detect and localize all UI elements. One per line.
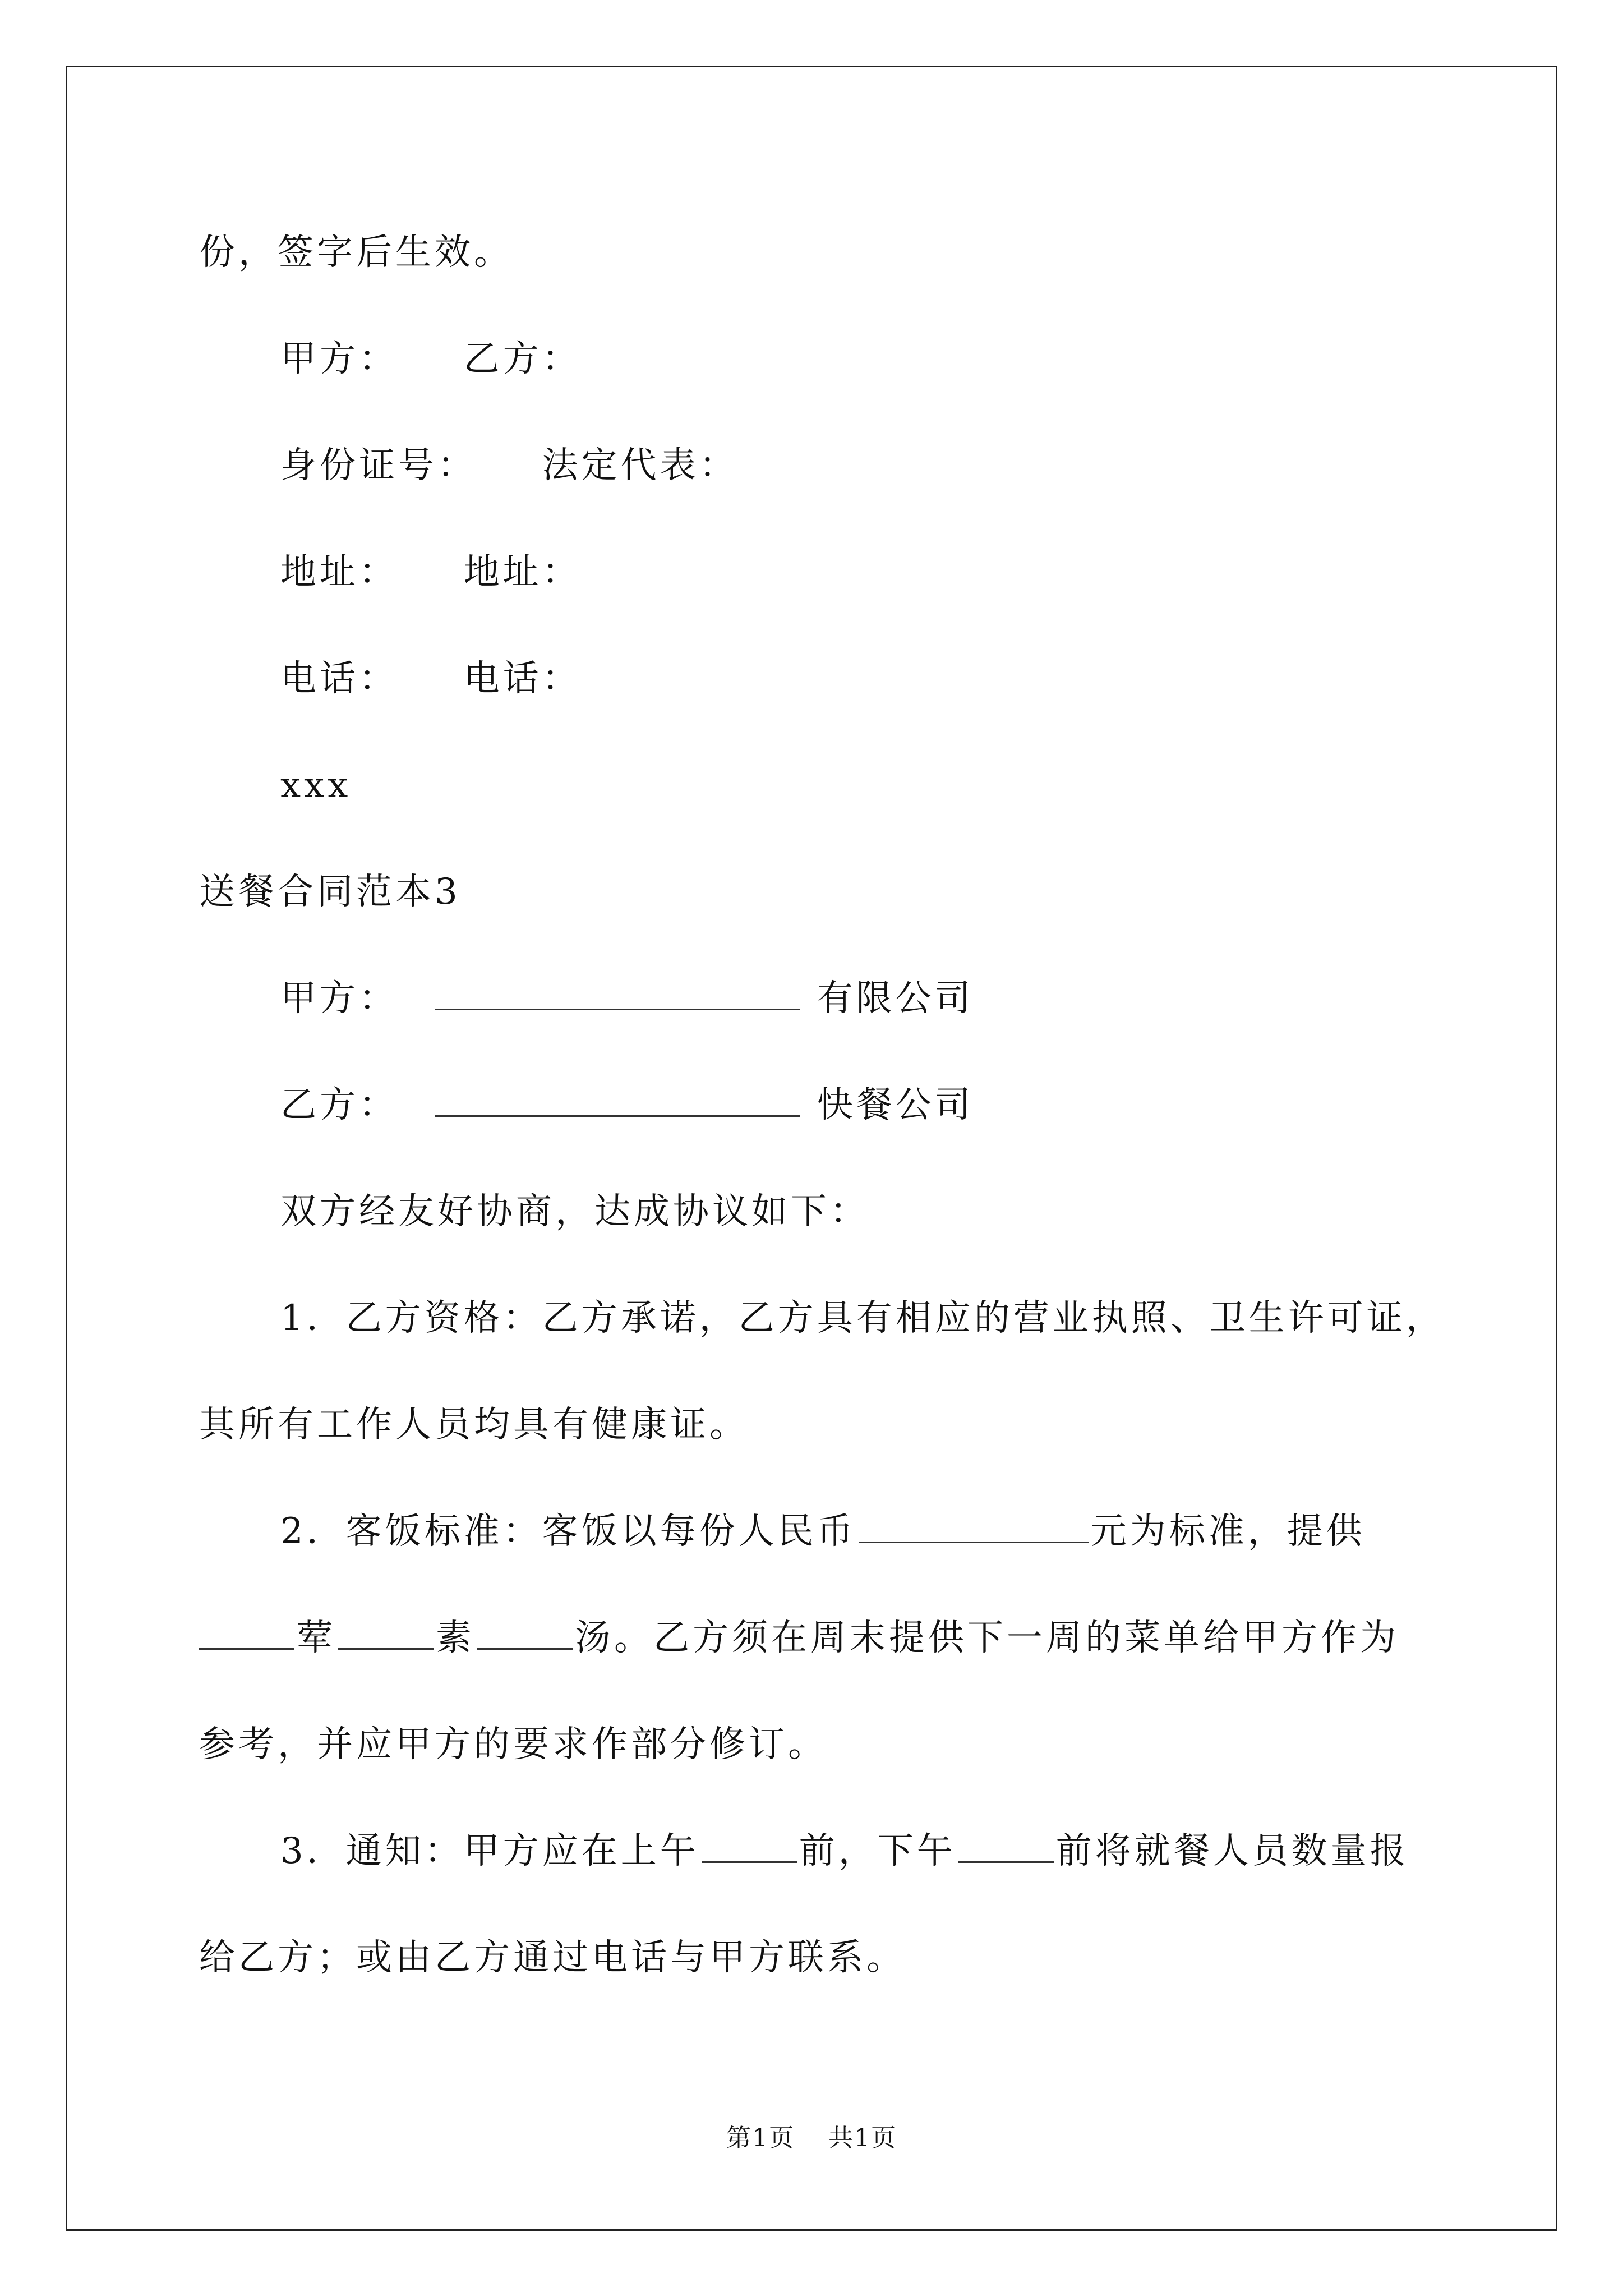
phone-b-label: 电话： <box>463 658 582 700</box>
text: 3．通知：甲方应在上午 <box>280 1830 699 1872</box>
clause-1-cont <box>199 1402 749 1447</box>
id-number-label: 身份证号： <box>280 445 477 486</box>
fill-blank <box>199 1616 294 1650</box>
agreement-intro <box>280 1189 869 1234</box>
party-a-company: 有限公司 <box>817 978 974 1019</box>
text: 前，下午 <box>799 1830 956 1872</box>
page-footer <box>0 2122 1623 2155</box>
text: 元为标准，提供 <box>1090 1511 1366 1552</box>
text: 参考，并应甲方的要求作部分修订。 <box>199 1724 827 1765</box>
text-line <box>199 230 513 275</box>
placeholder-line <box>280 763 351 808</box>
party-b-line <box>280 1083 974 1128</box>
text: 给乙方；或由乙方通过电话与甲方联系。 <box>199 1937 906 1978</box>
contract-title: 送餐合同范本3 <box>199 871 461 913</box>
clause-1 <box>280 1296 1445 1341</box>
legal-rep-label: 法定代表： <box>542 445 739 486</box>
clause-2 <box>280 1509 1366 1554</box>
fill-blank <box>702 1829 797 1863</box>
text: 2．客饭标准：客饭以每份人民币 <box>280 1511 856 1552</box>
fill-blank <box>338 1616 434 1650</box>
clause-3 <box>280 1829 1409 1874</box>
text: 其所有工作人员均具有健康证。 <box>199 1404 749 1446</box>
clause-2-cont <box>199 1722 827 1767</box>
page-total: 共1页 <box>828 2124 897 2152</box>
fill-blank <box>958 1829 1054 1863</box>
address-a-label: 地址： <box>280 551 398 593</box>
text: 份，签字后生效。 <box>199 232 513 273</box>
text: 素 <box>436 1617 475 1659</box>
party-b-label: 乙方： <box>463 338 582 380</box>
placeholder-text: xxx <box>280 765 352 806</box>
fill-blank <box>435 976 800 1010</box>
address-b-label: 地址： <box>463 551 582 593</box>
page-number: 第1页 <box>726 2124 795 2152</box>
party-a-line <box>280 976 974 1021</box>
phone-a-label: 电话： <box>280 658 398 700</box>
text: 1．乙方资格：乙方承诺，乙方具有相应的营业执照、卫生许可证， <box>280 1297 1445 1339</box>
fill-blank <box>859 1509 1089 1543</box>
section-title <box>199 869 461 914</box>
party-a-label: 甲方： <box>280 978 398 1019</box>
clause-2-cont <box>199 1616 1399 1660</box>
clause-3-cont <box>199 1935 906 1980</box>
text: 双方经友好协商，达成协议如下： <box>280 1191 869 1232</box>
id-line <box>280 443 739 488</box>
address-line <box>280 550 582 595</box>
text: 汤。乙方须在周末提供下一周的菜单给甲方作为 <box>575 1617 1399 1659</box>
party-a-label: 甲方： <box>280 338 398 380</box>
party-b-company: 快餐公司 <box>817 1084 974 1126</box>
fill-blank <box>477 1616 573 1650</box>
party-line <box>280 337 582 381</box>
text: 荤 <box>297 1617 336 1659</box>
phone-line <box>280 656 582 701</box>
fill-blank <box>435 1083 800 1117</box>
party-b-label: 乙方： <box>280 1084 398 1126</box>
page-border <box>66 66 1557 2231</box>
text: 前将就餐人员数量报 <box>1055 1830 1409 1872</box>
